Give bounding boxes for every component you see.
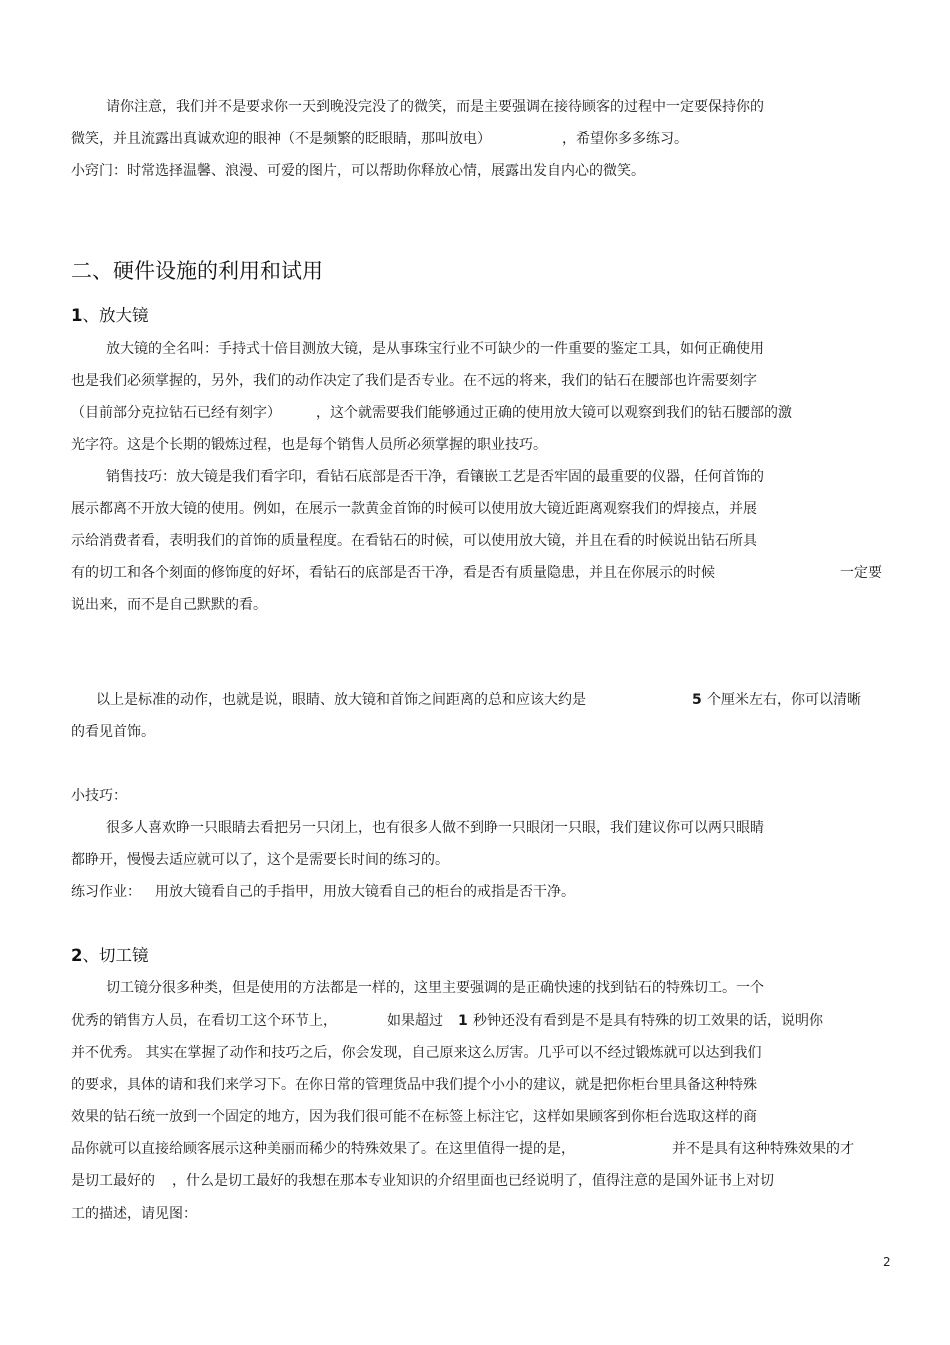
cut-scope-line2c: 秒钟还没有看到是不是具有特殊的切工效果的话，说明你: [473, 1013, 823, 1029]
cut-scope-line5: 效果的钻石统一放到一个固定的地方，因为我们很可能不在标签上标注它，这样如果顾客到你柜台选取这样的商: [71, 1109, 757, 1125]
small-tip-line2: 都睁开，慢慢去适应就可以了，这个是需要长时间的练习的。: [71, 852, 449, 868]
subsection-2-number: 2: [71, 946, 83, 965]
sales-tip-line2: 展示都离不开放大镜的使用。例如，在展示一款黄金首饰的时候可以使用放大镜近距离观察我们的焊接点，并展: [71, 501, 757, 517]
subsection-2-title: 、切工镜: [82, 946, 149, 965]
cut-scope-line1: 切工镜分很多种类，但是使用的方法都是一样的，这里主要强调的是正确快速的找到钻石的特殊切工。一个: [106, 980, 764, 996]
cut-scope-line3: 并不优秀。 其实在掌握了动作和技巧之后，你会发现，自己原来这么厉害。几乎可以不经过锻炼就可以达到我们: [71, 1045, 762, 1061]
intro-line-2b: ，希望你多多练习。: [562, 131, 688, 147]
subsection-1-title: 、放大镜: [82, 306, 149, 325]
cut-scope-line6b: 并不是具有这种特殊效果的才: [672, 1141, 854, 1157]
cut-scope-line6a: 品你就可以直接给顾客展示这种美丽而稀少的特殊效果了。在这里值得一提的是，: [71, 1141, 575, 1157]
magnifier-para1-line3b: ，这个就需要我们能够通过正确的使用放大镜可以观察到我们的钻石腰部的激: [316, 405, 792, 421]
cut-scope-line2b: 如果超过: [387, 1013, 443, 1029]
section-heading: 二、硬件设施的利用和试用: [71, 259, 323, 283]
distance-line1a: 以上是标准的动作，也就是说，眼睛、放大镜和首饰之间距离的总和应该大约是: [96, 692, 586, 708]
distance-number: 5: [692, 692, 702, 708]
subsection-1-heading: [71, 305, 148, 327]
homework-label: 练习作业：: [71, 884, 141, 900]
cut-scope-seconds: 1: [458, 1013, 468, 1029]
subsection-1-number: 1: [71, 306, 83, 325]
cut-scope-line2a: 优秀的销售方人员，在看切工这个环节上，: [71, 1013, 337, 1029]
intro-tip-line: 小窍门：时常选择温馨、浪漫、可爱的图片，可以帮助你释放心情，展露出发自内心的微笑。: [71, 163, 645, 179]
cut-scope-line8: 工的描述，请见图：: [71, 1206, 197, 1222]
cut-scope-line7b: ，什么是切工最好的我想在那本专业知识的介绍里面也已经说明了，值得注意的是国外证书上对切: [172, 1173, 774, 1189]
magnifier-para1-line1: 放大镜的全名叫：手持式十倍目测放大镜，是从事珠宝行业不可缺少的一件重要的鉴定工具，如何正确使用: [106, 341, 764, 357]
cut-scope-line7a: 是切工最好的: [71, 1173, 155, 1189]
magnifier-para1-line2: 也是我们必须掌握的，另外，我们的动作决定了我们是否专业。在不远的将来，我们的钻石在腰部也许需要刻字: [71, 373, 757, 389]
small-tip-title: 小技巧：: [71, 788, 127, 804]
page-number: 2: [883, 1255, 891, 1269]
sales-tip-line1: 销售技巧：放大镜是我们看字印，看钻石底部是否干净，看镶嵌工艺是否牢固的最重要的仪器，任何首饰的: [106, 469, 764, 485]
magnifier-para1-line3a: （目前部分克拉钻石已经有刻字）: [71, 405, 281, 421]
cut-scope-line4: 的要求，具体的请和我们来学习下。在你日常的管理货品中我们提个小小的建议，就是把你柜台里具备这种特殊: [71, 1077, 757, 1093]
intro-line-1: 请你注意，我们并不是要求你一天到晚没完没了的微笑，而是主要强调在接待顾客的过程中一定要保持你的: [106, 99, 764, 115]
sales-tip-line5: 说出来，而不是自己默默的看。: [71, 597, 267, 613]
intro-line-2a: 微笑，并且流露出真诚欢迎的眼神（不是频繁的眨眼睛，那叫放电）: [71, 131, 491, 147]
homework-text: 用放大镜看自己的手指甲，用放大镜看自己的柜台的戒指是否干净。: [155, 884, 575, 900]
sales-tip-line3: 示给消费者看，表明我们的首饰的质量程度。在看钻石的时候，可以使用放大镜，并且在看的时候说出钻石所具: [71, 533, 757, 549]
small-tip-line1: 很多人喜欢睁一只眼睛去看把另一只闭上，也有很多人做不到睁一只眼闭一只眼，我们建议你可以两只眼睛: [106, 820, 764, 836]
distance-line2: 的看见首饰。: [71, 724, 155, 740]
subsection-2-heading: [71, 945, 148, 967]
sales-tip-line4b: 一定要: [840, 565, 882, 581]
magnifier-para1-line4: 光字符。这是个长期的锻炼过程，也是每个销售人员所必须掌握的职业技巧。: [71, 437, 547, 453]
sales-tip-line4a: 有的切工和各个刻面的修饰度的好坏，看钻石的底部是否干净，看是否有质量隐患，并且在你展示的时候: [71, 565, 715, 581]
distance-line1b: 个厘米左右，你可以清晰: [707, 692, 861, 708]
